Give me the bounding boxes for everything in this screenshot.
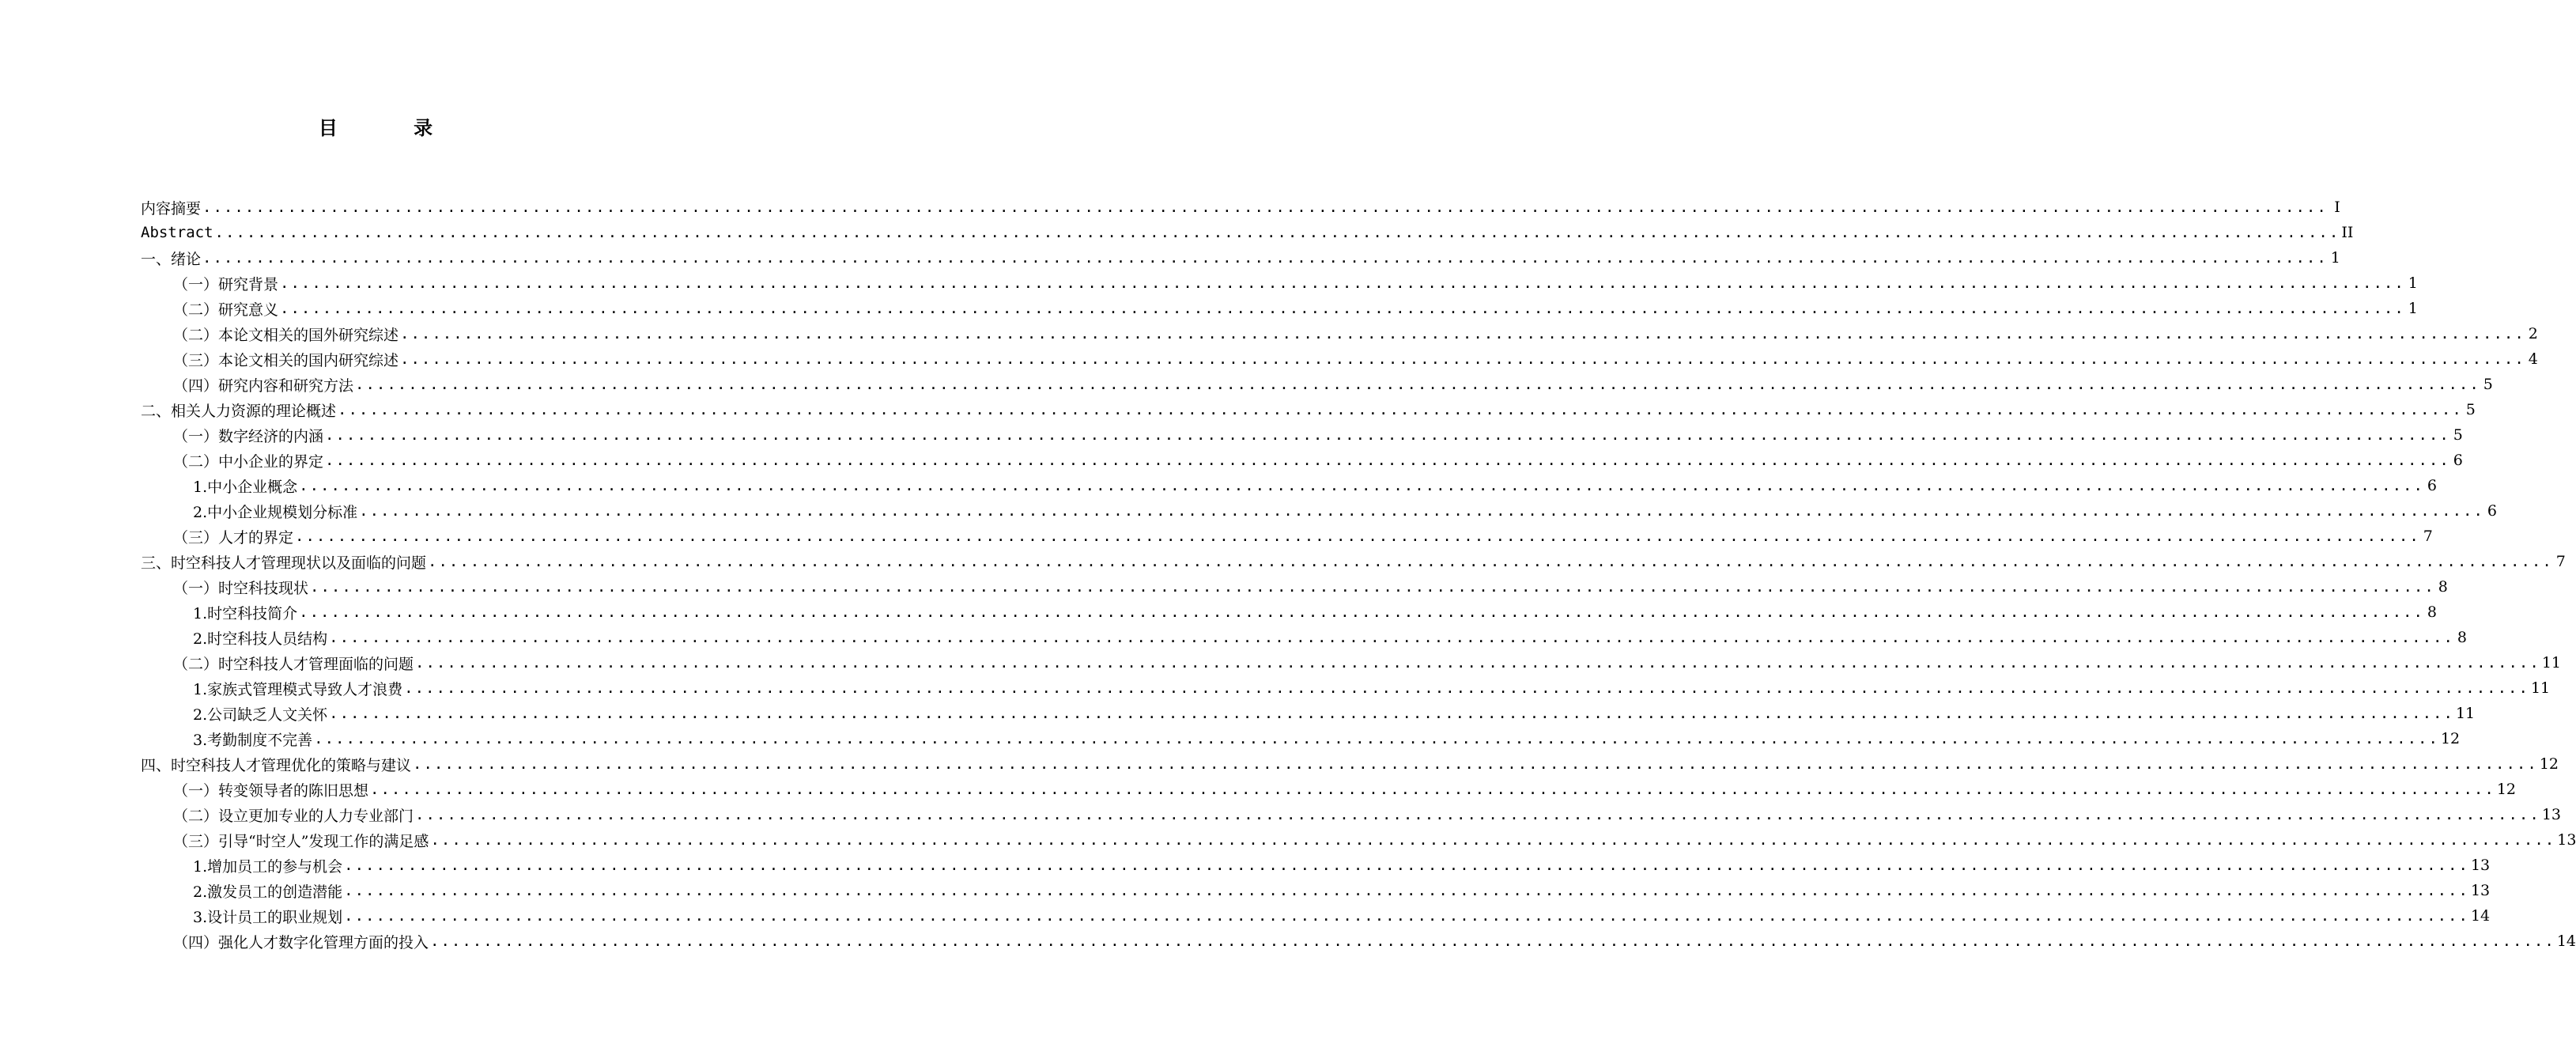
toc-entry-label: （一）转变领导者的陈旧思想 — [173, 779, 370, 800]
toc-leader-dots: ........................................................................................................................................................................................................ — [295, 528, 2420, 545]
toc-entry-page-number: 6 — [2487, 502, 2497, 520]
toc-leader-dots: ........................................................................................................................................................................................................ — [344, 907, 2469, 925]
toc-entry-label: 三、时空科技人才管理现状以及面临的问题 — [141, 551, 428, 573]
toc-entry[interactable] — [141, 220, 2354, 245]
toc-entry[interactable] — [141, 853, 2491, 878]
toc-entry-label: 2.公司缺乏人文关怀 — [193, 703, 329, 724]
toc-entry-label: 3.设计员工的职业规划 — [193, 906, 344, 927]
toc-leader-dots: ........................................................................................................................................................................................................ — [413, 755, 2538, 773]
toc-entry-page-number: 8 — [2457, 629, 2467, 646]
toc-entry-page-number: 12 — [2539, 755, 2559, 773]
toc-entry[interactable] — [141, 549, 2566, 574]
toc-leader-dots: ........................................................................................................................................................................................................ — [329, 629, 2454, 646]
toc-entry-page-number: 11 — [2455, 705, 2476, 722]
toc-leader-dots: ........................................................................................................................................................................................................ — [280, 300, 2405, 317]
toc-entry-page-number: 4 — [2528, 350, 2538, 368]
toc-entry[interactable] — [141, 498, 2497, 524]
toc-entry-page-number: 2 — [2528, 325, 2538, 342]
toc-entry-label: （四）强化人才数字化管理方面的投入 — [173, 931, 430, 952]
toc-entry[interactable] — [141, 929, 2576, 954]
toc-entry-page-number: 12 — [2440, 730, 2461, 747]
toc-entry-page-number: 13 — [2470, 882, 2491, 899]
toc-entry-label: （二）中小企业的界定 — [173, 450, 325, 471]
toc-entry-label: 2.激发员工的创造潜能 — [193, 880, 344, 902]
toc-entry[interactable] — [141, 372, 2493, 397]
toc-entry-page-number: 8 — [2427, 603, 2437, 621]
toc-entry-label: （二）设立更加专业的人力专业部门 — [173, 804, 415, 826]
toc-entry-label: 1.中小企业概念 — [193, 475, 299, 497]
toc-leader-dots: ........................................................................................................................................................................................................ — [428, 553, 2553, 570]
toc-entry-label: 四、时空科技人才管理优化的策略与建议 — [141, 754, 413, 775]
toc-entry-page-number: 14 — [2556, 932, 2576, 950]
toc-leader-dots: ........................................................................................................................................................................................................ — [310, 578, 2435, 596]
toc-entry[interactable] — [141, 195, 2340, 220]
toc-entry[interactable] — [141, 296, 2418, 321]
toc-entry-label: （一）数字经济的内涵 — [173, 425, 325, 446]
toc-entry-page-number: 14 — [2470, 907, 2491, 925]
toc-entry[interactable] — [141, 245, 2340, 270]
toc-entry[interactable] — [141, 270, 2418, 296]
toc-entry-page-number: 6 — [2427, 477, 2437, 494]
toc-leader-dots: ........................................................................................................................................................................................................ — [400, 325, 2525, 342]
toc-leader-dots: ........................................................................................................................................................................................................ — [430, 932, 2555, 950]
toc-entry-page-number: II — [2341, 224, 2354, 241]
toc-entry-label: 2.中小企业规模划分标准 — [193, 501, 359, 522]
toc-entry-label: （一）时空科技现状 — [173, 577, 310, 598]
toc-entry[interactable] — [141, 675, 2551, 701]
toc-entry-page-number: 1 — [2408, 300, 2418, 317]
toc-entry[interactable] — [141, 701, 2476, 726]
toc-entry-page-number: 6 — [2453, 452, 2463, 469]
toc-entry[interactable] — [141, 346, 2538, 372]
toc-entry-page-number: 1 — [2408, 274, 2418, 292]
toc-entry-label: 2.时空科技人员结构 — [193, 627, 329, 649]
toc-entry[interactable] — [141, 878, 2491, 903]
toc-leader-dots: ........................................................................................................................................................................................................ — [370, 781, 2495, 798]
toc-entry[interactable] — [141, 751, 2559, 777]
toc-leader-dots: ........................................................................................................................................................................................................ — [214, 224, 2340, 241]
toc-entry-label: （三）本论文相关的国内研究综述 — [173, 349, 400, 370]
toc-leader-dots: ........................................................................................................................................................................................................ — [325, 426, 2450, 444]
toc-entry-page-number: 13 — [2557, 831, 2576, 849]
toc-entry[interactable] — [141, 397, 2476, 422]
toc-entry-label: 3.考勤制度不完善 — [193, 728, 314, 750]
toc-entry-label: 二、相关人力资源的理论概述 — [141, 399, 338, 421]
toc-entry-page-number: 7 — [2423, 528, 2433, 545]
toc-leader-dots: ........................................................................................................................................................................................................ — [299, 477, 2424, 494]
toc-entry-label: （三）人才的界定 — [173, 526, 295, 547]
toc-entry[interactable] — [141, 827, 2576, 853]
table-of-contents — [141, 195, 2576, 954]
toc-entry[interactable] — [141, 600, 2437, 625]
toc-entry-page-number: 1 — [2330, 249, 2340, 267]
toc-leader-dots: ........................................................................................................................................................................................................ — [430, 831, 2556, 849]
toc-entry[interactable] — [141, 625, 2467, 650]
toc-entry-label: （四）研究内容和研究方法 — [173, 374, 355, 395]
toc-entry[interactable] — [141, 448, 2463, 473]
toc-entry-label: （二）研究意义 — [173, 298, 280, 320]
toc-leader-dots: ........................................................................................................................................................................................................ — [314, 730, 2439, 747]
toc-leader-dots: ........................................................................................................................................................................................................ — [415, 806, 2540, 823]
toc-leader-dots: ........................................................................................................................................................................................................ — [404, 679, 2529, 697]
toc-leader-dots: ........................................................................................................................................................................................................ — [359, 502, 2484, 520]
toc-entry[interactable] — [141, 422, 2463, 448]
toc-leader-dots: ........................................................................................................................................................................................................ — [344, 857, 2469, 874]
toc-entry-page-number: I — [2334, 199, 2340, 216]
toc-entry-label: 一、绪论 — [141, 248, 202, 269]
toc-entry-page-number: 5 — [2465, 401, 2476, 418]
toc-entry-label: 内容摘要 — [141, 197, 202, 218]
toc-leader-dots: ........................................................................................................................................................................................................ — [299, 603, 2424, 621]
toc-entry-page-number: 8 — [2438, 578, 2448, 596]
toc-entry-label: 1.时空科技简介 — [193, 602, 299, 623]
toc-entry-page-number: 7 — [2555, 553, 2566, 570]
toc-entry-page-number: 5 — [2483, 376, 2493, 393]
toc-entry-label: （二）时空科技人才管理面临的问题 — [173, 653, 415, 674]
toc-entry-label: （三）引导“时空人”发现工作的满足感 — [173, 830, 430, 851]
toc-entry-page-number: 12 — [2496, 781, 2516, 798]
toc-entry-label: 1.增加员工的参与机会 — [193, 855, 344, 876]
toc-entry[interactable] — [141, 903, 2491, 929]
toc-entry-page-number: 5 — [2453, 426, 2463, 444]
toc-entry[interactable] — [141, 650, 2561, 675]
toc-entry[interactable] — [141, 574, 2448, 600]
toc-entry-page-number: 13 — [2541, 806, 2561, 823]
toc-entry-label: Abstract — [141, 224, 213, 241]
toc-title: 目 录 — [318, 117, 468, 139]
toc-leader-dots: ........................................................................................................................................................................................................ — [338, 401, 2463, 418]
toc-entry[interactable] — [141, 802, 2561, 827]
toc-leader-dots: ........................................................................................................................................................................................................ — [344, 882, 2469, 899]
toc-entry[interactable] — [141, 321, 2538, 346]
toc-leader-dots: ........................................................................................................................................................................................................ — [280, 274, 2405, 292]
toc-entry-page-number: 11 — [2541, 654, 2561, 671]
toc-entry-label: 1.家族式管理模式导致人才浪费 — [193, 678, 404, 699]
toc-leader-dots: ........................................................................................................................................................................................................ — [329, 705, 2454, 722]
toc-leader-dots: ........................................................................................................................................................................................................ — [325, 452, 2450, 469]
toc-entry-page-number: 13 — [2470, 857, 2491, 874]
toc-entry[interactable] — [141, 726, 2461, 751]
toc-leader-dots: ........................................................................................................................................................................................................ — [202, 199, 2328, 216]
toc-entry[interactable] — [141, 524, 2433, 549]
toc-leader-dots: ........................................................................................................................................................................................................ — [415, 654, 2540, 671]
toc-entry[interactable] — [141, 777, 2516, 802]
toc-leader-dots: ........................................................................................................................................................................................................ — [400, 350, 2525, 368]
toc-entry[interactable] — [141, 473, 2437, 498]
toc-entry-label: （一）研究背景 — [173, 273, 280, 294]
toc-entry-label: （二）本论文相关的国外研究综述 — [173, 323, 400, 345]
toc-entry-page-number: 11 — [2530, 679, 2551, 697]
toc-leader-dots: ........................................................................................................................................................................................................ — [355, 376, 2480, 393]
toc-leader-dots: ........................................................................................................................................................................................................ — [202, 249, 2328, 267]
